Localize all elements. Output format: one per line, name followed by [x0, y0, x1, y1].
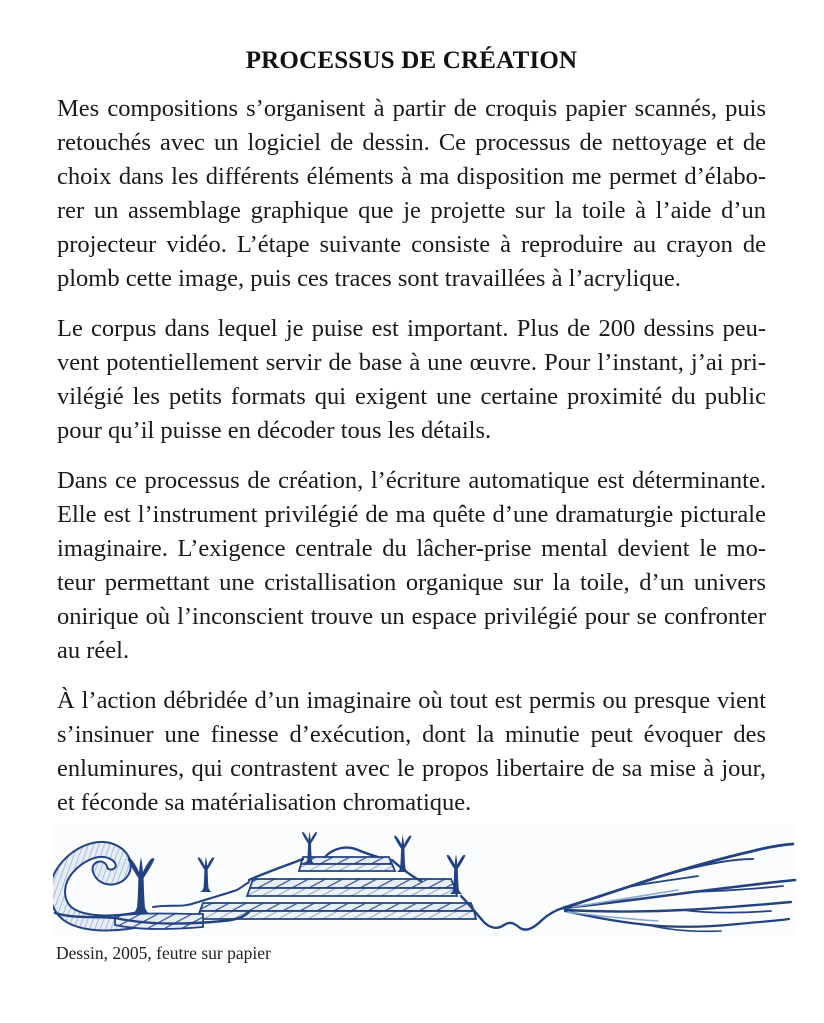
text-line: Elle est l’instrument privilégié de ma quête d’une dramaturgie picturale [57, 501, 766, 528]
figure-caption: Dessin, 2005, feutre sur papier [56, 943, 271, 963]
paragraphs [57, 92, 766, 820]
text-line: rer un assemblage graphique que je projette sur la toile à l’aide d’un [57, 197, 766, 224]
paragraph [57, 684, 766, 820]
text-line: projecteur vidéo. L’étape suivante consiste à reproduire au crayon de [57, 231, 766, 258]
text-line: s’insinuer une finesse d’exécution, dont la minutie peut évoquer des [57, 721, 766, 748]
text-line: onirique où l’inconscient trouve un espace privilégié pour se confronter [57, 603, 766, 630]
text-line: vent potentiellement servir de base à une œuvre. Pour l’instant, j’ai pri- [57, 349, 766, 376]
paragraph [57, 464, 766, 668]
artwork-drawing [53, 824, 798, 936]
text-line: retouchés avec un logiciel de dessin. Ce processus de nettoyage et de [57, 129, 766, 156]
text-line: plomb cette image, puis ces traces sont travaillées à l’acrylique. [57, 265, 681, 292]
text-line: enluminures, qui contrastent avec le propos libertaire de sa mise à jour, [57, 755, 766, 782]
text-line: vilégié les petits formats qui exigent une certaine proximité du public [57, 383, 766, 410]
text-line: teur permettant une cristallisation organique sur la toile, d’un univers [57, 569, 766, 596]
text-line: pour qu’il puisse en décoder tous les détails. [57, 417, 492, 444]
paragraph [57, 92, 766, 296]
figure [53, 824, 766, 963]
text-line: Le corpus dans lequel je puise est important. Plus de 200 dessins peu- [57, 315, 766, 342]
text-line: imaginaire. L’exigence centrale du lâcher-prise mental devient le mo- [57, 535, 766, 562]
paragraph [57, 312, 766, 448]
page-title: PROCESSUS DE CRÉATION [245, 47, 578, 74]
text-line: À l’action débridée d’un imaginaire où tout est permis ou presque vient [57, 687, 766, 714]
text-line: au réel. [57, 637, 130, 664]
text-line: Mes compositions s’organisent à partir de croquis papier scannés, puis [57, 95, 766, 122]
text-line: choix dans les différents éléments à ma disposition me permet d’élabo- [57, 163, 766, 190]
text-line: Dans ce processus de création, l’écriture automatique est déterminante. [57, 467, 766, 494]
text-line: et féconde sa matérialisation chromatique. [57, 789, 472, 816]
